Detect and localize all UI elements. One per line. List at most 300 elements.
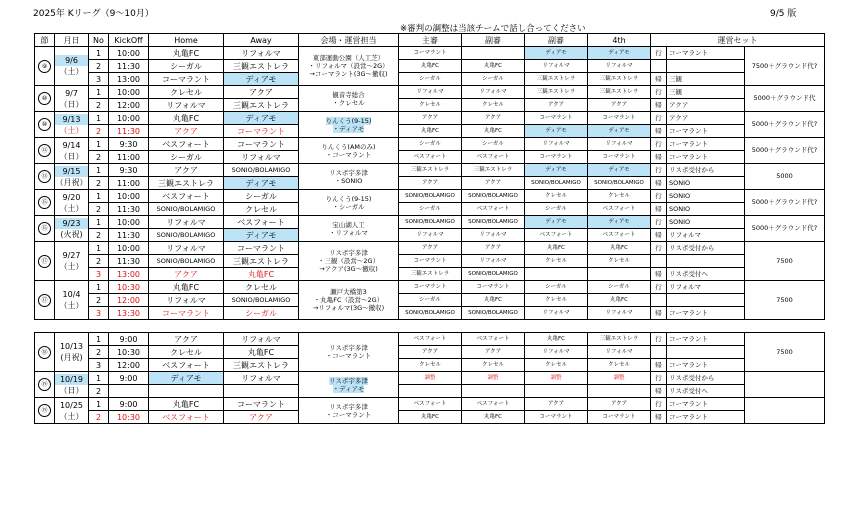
travel-flag: 行 — [651, 333, 667, 346]
col-date: 月日 — [55, 34, 89, 47]
date-value: 9/23 — [55, 218, 88, 229]
home-team — [149, 385, 224, 398]
assistant-2: ディアモ — [525, 47, 588, 60]
match-date — [55, 86, 89, 112]
assistant-1: ベスフォート — [462, 151, 525, 164]
ops-set-fee: 5000 — [745, 164, 825, 190]
ops-set-fee: 7500 — [745, 242, 825, 281]
away-team — [224, 385, 299, 398]
venue-info — [299, 138, 399, 164]
venue-info — [299, 112, 399, 138]
travel-flag: 帰 — [651, 307, 667, 320]
day-of-week: （土） — [59, 262, 84, 271]
assistant-1: リフォルマ — [462, 86, 525, 99]
assistant-1: ベスフォート — [462, 203, 525, 216]
travel-flag: 行 — [651, 398, 667, 411]
day-of-week: （土） — [59, 125, 84, 135]
fourth-official: シーガル — [588, 281, 651, 294]
venue-text: リスポ宇多津 ・ディアモ — [329, 376, 368, 393]
away-team: クレセル — [224, 281, 299, 294]
ops-team: コーマラント — [667, 47, 745, 60]
travel-flag: 帰 — [651, 268, 667, 281]
ops-set-fee: 5000＋グラウンド代? — [745, 190, 825, 216]
assistant-1: クレセル — [462, 99, 525, 112]
referee: ベスフォート — [399, 333, 462, 346]
assistant-1: リフォルマ — [462, 229, 525, 242]
travel-flag — [651, 60, 667, 73]
ops-set-fee: 7500 — [745, 333, 825, 372]
ops-team: リフォルマ — [667, 229, 745, 242]
travel-flag — [651, 346, 667, 359]
ops-team: コーマラント — [667, 138, 745, 151]
round-number — [35, 138, 55, 164]
kickoff-time: 10:30 — [109, 346, 149, 359]
ops-team — [667, 60, 745, 73]
kickoff-time: 13:00 — [109, 73, 149, 86]
day-of-week: （土） — [59, 67, 84, 76]
col-referee: 主審 — [399, 34, 462, 47]
match-row — [35, 73, 825, 86]
kickoff-time: 11:00 — [109, 151, 149, 164]
col-assistant-1: 副審 — [462, 34, 525, 47]
match-no: 2 — [89, 151, 109, 164]
away-team: シーガル — [224, 190, 299, 203]
venue-info — [299, 86, 399, 112]
fourth-official: リフォルマ — [588, 346, 651, 359]
ops-team: リフォルマ — [667, 281, 745, 294]
venue-text: 瀬戸大橋第3 ・丸亀FC（設営～2G） →リフォルマ(3G～撤収) — [312, 288, 385, 312]
match-no: 1 — [89, 190, 109, 203]
round-badge: ⑰ — [38, 255, 51, 268]
venue-info — [299, 398, 399, 424]
venue-info — [299, 190, 399, 216]
ops-team — [667, 294, 745, 307]
venue-text: リスポ宇多津 ・SONIO — [329, 168, 368, 185]
round-badge: ⑲ — [38, 404, 51, 417]
day-of-week: (月祝) — [60, 353, 83, 362]
kickoff-time: 13:00 — [109, 268, 149, 281]
assistant-2: 調整 — [525, 372, 588, 385]
assistant-2: ディアモ — [525, 164, 588, 177]
fourth-official: ディアモ — [588, 47, 651, 60]
round-badge: ⑩ — [38, 118, 51, 131]
referee: 丸亀FC — [399, 60, 462, 73]
fourth-official: リフォルマ — [588, 307, 651, 320]
match-no: 3 — [89, 359, 109, 372]
away-team: クレセル — [224, 203, 299, 216]
ops-team: コーマラント — [667, 307, 745, 320]
referee: 三観エストレラ — [399, 164, 462, 177]
round-number — [35, 190, 55, 216]
assistant-1: 三観エストレラ — [462, 164, 525, 177]
away-team: 丸亀FC — [224, 346, 299, 359]
venue-text: りんくう(9-15) ・シーガル — [325, 194, 372, 211]
venue-text: 宝山湖人工 ・リフォルマ — [329, 220, 368, 237]
match-no: 1 — [89, 164, 109, 177]
assistant-1: 丸亀FC — [462, 60, 525, 73]
assistant-1 — [462, 47, 525, 60]
away-team: リフォルマ — [224, 333, 299, 346]
assistant-1: クレセル — [462, 359, 525, 372]
kickoff-time: 11:00 — [109, 177, 149, 190]
travel-flag: 行 — [651, 164, 667, 177]
assistant-1: SONIO/BOLAMIGO — [462, 190, 525, 203]
kickoff-time: 10:00 — [109, 190, 149, 203]
home-team: アクア — [149, 164, 224, 177]
date-value: 10/19 — [55, 374, 88, 385]
round-badge: ⑨ — [38, 60, 51, 73]
kickoff-time: 11:30 — [109, 60, 149, 73]
home-team: ベスフォート — [149, 359, 224, 372]
match-row — [35, 112, 825, 125]
match-row — [35, 294, 825, 307]
referee: アクア — [399, 346, 462, 359]
col-ops-set: 運営セット — [651, 34, 825, 47]
date-value: 9/27 — [62, 251, 81, 260]
referee: アクア — [399, 177, 462, 190]
match-no: 2 — [89, 125, 109, 138]
day-of-week: （日） — [59, 151, 84, 161]
travel-flag: 行 — [651, 242, 667, 255]
travel-flag: 行 — [651, 112, 667, 125]
round-badge: ⑰ — [38, 294, 51, 307]
day-of-week: （月祝） — [55, 177, 88, 187]
ops-set-fee: 7500＋グラウンド代? — [745, 47, 825, 86]
match-row — [35, 359, 825, 372]
away-team: リフォルマ — [224, 151, 299, 164]
away-team: ベスフォート — [224, 216, 299, 229]
travel-flag: 帰 — [651, 125, 667, 138]
match-no: 2 — [89, 294, 109, 307]
referee: クレセル — [399, 99, 462, 112]
venue-info — [299, 47, 399, 86]
match-no: 2 — [89, 385, 109, 398]
match-row — [35, 164, 825, 177]
round-number — [35, 112, 55, 138]
date-value: 9/7 — [65, 88, 78, 98]
assistant-1: シーガル — [462, 73, 525, 86]
referee: コーマラント — [399, 255, 462, 268]
assistant-2: シーガル — [525, 281, 588, 294]
round-number — [35, 281, 55, 320]
ops-set-fee — [745, 372, 825, 398]
round-badge: ⑩ — [38, 92, 51, 105]
fourth-official: SONIO/BOLAMIGO — [588, 177, 651, 190]
match-no: 1 — [89, 112, 109, 125]
match-no: 2 — [89, 255, 109, 268]
home-team: アクア — [149, 125, 224, 138]
fourth-official — [588, 385, 651, 398]
kickoff-time: 10:30 — [109, 411, 149, 424]
travel-flag — [651, 255, 667, 268]
match-row — [35, 177, 825, 190]
home-team: クレセル — [149, 86, 224, 99]
assistant-1 — [462, 385, 525, 398]
date-value: 9/6 — [55, 55, 88, 66]
kickoff-time: 12:00 — [109, 294, 149, 307]
ops-team — [667, 255, 745, 268]
referee: シーガル — [399, 138, 462, 151]
referee: シーガル — [399, 294, 462, 307]
ops-team: コーマラント — [667, 125, 745, 138]
assistant-1: アクア — [462, 112, 525, 125]
match-row — [35, 60, 825, 73]
referee: シーガル — [399, 73, 462, 86]
fourth-official: アクア — [588, 398, 651, 411]
home-team: SONIO/BOLAMIGO — [149, 203, 224, 216]
match-row — [35, 242, 825, 255]
away-team: 三観エストレラ — [224, 60, 299, 73]
match-no: 1 — [89, 47, 109, 60]
referee — [399, 385, 462, 398]
referee: 丸亀FC — [399, 411, 462, 424]
date-value: 10/25 — [59, 400, 84, 410]
assistant-1: アクア — [462, 242, 525, 255]
kickoff-time: 11:30 — [109, 203, 149, 216]
match-row — [35, 281, 825, 294]
referee: 調整 — [399, 372, 462, 385]
travel-flag: 帰 — [651, 411, 667, 424]
ops-set-fee — [745, 398, 825, 424]
header-row — [35, 34, 825, 47]
match-no: 2 — [89, 203, 109, 216]
ops-team: SONIO — [667, 203, 745, 216]
match-row — [35, 333, 825, 346]
ops-set-fee: 5000＋グラウンド代? — [745, 138, 825, 164]
venue-info — [299, 372, 399, 398]
round-number — [35, 216, 55, 242]
assistant-2 — [525, 385, 588, 398]
date-value: 10/13 — [59, 342, 84, 351]
col-away: Away — [224, 34, 299, 47]
gap-cell — [35, 320, 825, 333]
ops-team: リスポ受付へ — [667, 385, 745, 398]
ops-team: コーマラント — [667, 411, 745, 424]
home-team: コーマラント — [149, 307, 224, 320]
assistant-2: アクア — [525, 99, 588, 112]
match-no: 2 — [89, 411, 109, 424]
home-team: リフォルマ — [149, 294, 224, 307]
fourth-official: コーマラント — [588, 411, 651, 424]
away-team: 三観エストレラ — [224, 359, 299, 372]
fourth-official: ベスフォート — [588, 229, 651, 242]
col-fourth: 4th — [588, 34, 651, 47]
match-no: 2 — [89, 177, 109, 190]
match-row — [35, 398, 825, 411]
kickoff-time: 10:00 — [109, 86, 149, 99]
away-team: ディアモ — [224, 177, 299, 190]
away-team: コーマラント — [224, 398, 299, 411]
match-row — [35, 346, 825, 359]
venue-text: リスポ宇多津 ・三観（設営～2G） →アクア(3G～撤収) — [317, 249, 380, 273]
venue-text: リスポ宇多津 ・コーマラント — [325, 402, 372, 419]
kickoff-time: 11:30 — [109, 229, 149, 242]
match-no: 1 — [89, 242, 109, 255]
away-team: ディアモ — [224, 229, 299, 242]
col-setsu: 節 — [35, 34, 55, 47]
away-team: ディアモ — [224, 73, 299, 86]
match-date — [55, 398, 89, 424]
assistant-2: クレセル — [525, 190, 588, 203]
assistant-1: シーガル — [462, 138, 525, 151]
assistant-2 — [525, 268, 588, 281]
travel-flag: 行 — [651, 372, 667, 385]
match-no: 1 — [89, 138, 109, 151]
match-no: 3 — [89, 73, 109, 86]
match-date — [55, 138, 89, 164]
match-row — [35, 86, 825, 99]
gap-row — [35, 320, 825, 333]
ops-team — [667, 346, 745, 359]
away-team: 三観エストレラ — [224, 99, 299, 112]
referee: シーガル — [399, 203, 462, 216]
round-badge: ⑮ — [38, 196, 51, 209]
match-date — [55, 372, 89, 398]
assistant-1: ベスフォート — [462, 333, 525, 346]
assistant-1: SONIO/BOLAMIGO — [462, 268, 525, 281]
fourth-official: リフォルマ — [588, 60, 651, 73]
ops-team: アクア — [667, 99, 745, 112]
assistant-1: 調整 — [462, 372, 525, 385]
match-no: 1 — [89, 281, 109, 294]
col-kickoff: KickOff — [109, 34, 149, 47]
assistant-1: 丸亀FC — [462, 294, 525, 307]
fourth-official: コーマラント — [588, 112, 651, 125]
ops-team: リスポ受付から — [667, 164, 745, 177]
assistant-1: 丸亀FC — [462, 411, 525, 424]
assistant-1: SONIO/BOLAMIGO — [462, 307, 525, 320]
round-number — [35, 86, 55, 112]
referee: SONIO/BOLAMIGO — [399, 216, 462, 229]
date-value: 9/20 — [62, 192, 81, 202]
venue-info — [299, 281, 399, 320]
match-row — [35, 255, 825, 268]
referee: クレセル — [399, 359, 462, 372]
kickoff-time — [109, 385, 149, 398]
assistant-2: リフォルマ — [525, 307, 588, 320]
away-team: SONIO/BOLAMIGO — [224, 164, 299, 177]
round-number — [35, 372, 55, 398]
referee: ベスフォート — [399, 398, 462, 411]
ops-team: リスポ受付から — [667, 372, 745, 385]
ops-team: 三観 — [667, 73, 745, 86]
referee: アクア — [399, 242, 462, 255]
col-venue: 会場・運営担当 — [299, 34, 399, 47]
home-team: リフォルマ — [149, 242, 224, 255]
travel-flag: 帰 — [651, 151, 667, 164]
assistant-2: リフォルマ — [525, 138, 588, 151]
venue-info — [299, 164, 399, 190]
match-row — [35, 372, 825, 385]
away-team: コーマラント — [224, 138, 299, 151]
away-team: アクア — [224, 86, 299, 99]
ops-team: SONIO — [667, 177, 745, 190]
travel-flag: 行 — [651, 281, 667, 294]
referee: リフォルマ — [399, 229, 462, 242]
date-value: 10/4 — [62, 290, 81, 299]
match-no: 1 — [89, 333, 109, 346]
day-of-week: （土） — [59, 301, 84, 310]
kickoff-time: 9:00 — [109, 372, 149, 385]
ops-set-fee: 5000＋グラウンド代? — [745, 216, 825, 242]
match-row — [35, 99, 825, 112]
fourth-official: ディアモ — [588, 164, 651, 177]
fourth-official: 三観エストレラ — [588, 86, 651, 99]
travel-flag: 行 — [651, 138, 667, 151]
home-team: ベスフォート — [149, 190, 224, 203]
kickoff-time: 11:30 — [109, 125, 149, 138]
assistant-2: リフォルマ — [525, 60, 588, 73]
home-team: シーガル — [149, 60, 224, 73]
home-team: ディアモ — [149, 372, 224, 385]
round-badge: ⑲ — [38, 378, 51, 391]
round-badge: ⑱ — [38, 346, 51, 359]
home-team: クレセル — [149, 346, 224, 359]
match-row — [35, 138, 825, 151]
travel-flag: 行 — [651, 86, 667, 99]
match-no: 1 — [89, 216, 109, 229]
kickoff-time: 9:30 — [109, 138, 149, 151]
match-row — [35, 151, 825, 164]
away-team: コーマラント — [224, 242, 299, 255]
kickoff-time: 10:00 — [109, 216, 149, 229]
ops-set-fee: 5000＋グラウンド代? — [745, 112, 825, 138]
travel-flag: 帰 — [651, 99, 667, 112]
home-team: 丸亀FC — [149, 281, 224, 294]
match-row — [35, 125, 825, 138]
date-value: 9/14 — [62, 140, 81, 150]
away-team: ディアモ — [224, 112, 299, 125]
assistant-2: アクア — [525, 398, 588, 411]
day-of-week: (火祝) — [60, 229, 83, 239]
home-team: リフォルマ — [149, 216, 224, 229]
day-of-week: （土） — [59, 411, 84, 421]
home-team: コーマラント — [149, 73, 224, 86]
ops-team: リスポ受付から — [667, 242, 745, 255]
match-row — [35, 385, 825, 398]
referee: コーマラント — [399, 281, 462, 294]
day-of-week: （日） — [59, 385, 84, 395]
venue-text: 観音寺総合 ・クレセル — [332, 90, 365, 107]
page-title: 2025年 Kリーグ（9～10月） — [33, 9, 154, 19]
fourth-official: ベスフォート — [588, 203, 651, 216]
home-team: SONIO/BOLAMIGO — [149, 255, 224, 268]
travel-flag: 帰 — [651, 73, 667, 86]
travel-flag: 帰 — [651, 359, 667, 372]
assistant-2: ベスフォート — [525, 229, 588, 242]
home-team: SONIO/BOLAMIGO — [149, 229, 224, 242]
fourth-official: クレセル — [588, 359, 651, 372]
referee: SONIO/BOLAMIGO — [399, 190, 462, 203]
ops-team: アクア — [667, 112, 745, 125]
match-date — [55, 333, 89, 372]
travel-flag: 行 — [651, 216, 667, 229]
match-row — [35, 229, 825, 242]
ops-team: コーマラント — [667, 359, 745, 372]
travel-flag — [651, 294, 667, 307]
match-row — [35, 47, 825, 60]
referee: リフォルマ — [399, 86, 462, 99]
ops-team: SONIO — [667, 190, 745, 203]
fourth-official: 調整 — [588, 372, 651, 385]
home-team: リフォルマ — [149, 99, 224, 112]
ops-set-fee: 7500 — [745, 281, 825, 320]
away-team: 三観エストレラ — [224, 255, 299, 268]
home-team: 丸亀FC — [149, 47, 224, 60]
assistant-2: コーマラント — [525, 112, 588, 125]
ops-team: コーマラント — [667, 333, 745, 346]
assistant-2: SONIO/BOLAMIGO — [525, 177, 588, 190]
